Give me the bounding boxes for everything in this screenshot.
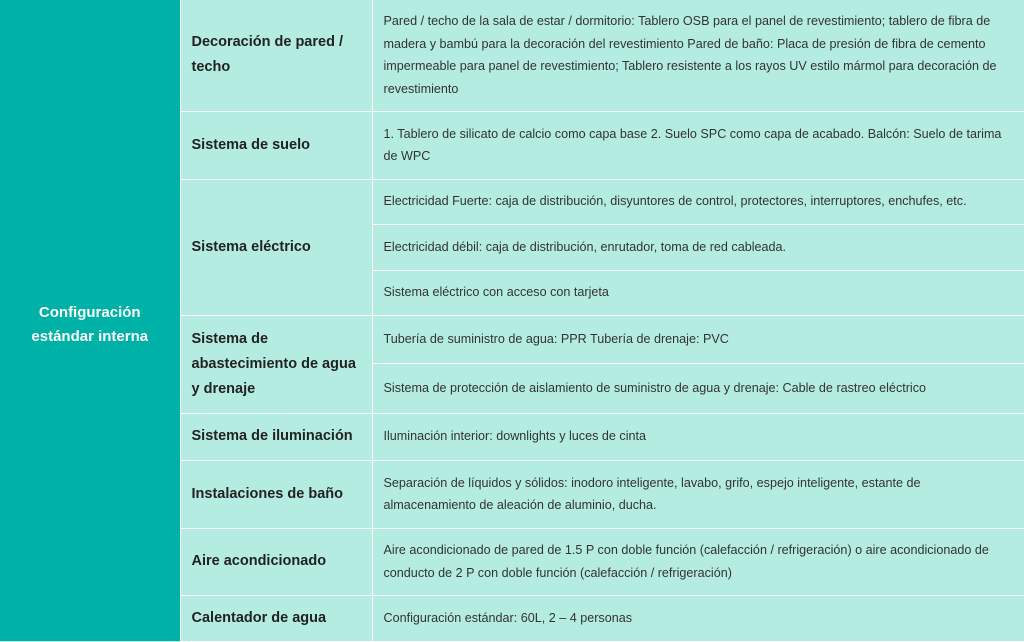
row-value: Tubería de suministro de agua: PPR Tubería de drenaje: PVC <box>372 315 1024 363</box>
row-label-water-heater: Calentador de agua <box>180 595 372 641</box>
row-label-wall-ceiling: Decoración de pared / techo <box>180 0 372 111</box>
row-label-water: Sistema de abastecimiento de agua y drenaje <box>180 315 372 413</box>
row-value: Sistema de protección de aislamiento de suministro de agua y drenaje: Cable de rastreo eléctrico <box>372 363 1024 413</box>
row-label-electrical: Sistema eléctrico <box>180 179 372 315</box>
row-value: 1. Tablero de silicato de calcio como capa base 2. Suelo SPC como capa de acabado. Balcón: Suelo de tarima de WPC <box>372 111 1024 179</box>
row-value: Configuración estándar: 60L, 2 – 4 personas <box>372 595 1024 641</box>
row-value: Sistema eléctrico con acceso con tarjeta <box>372 270 1024 315</box>
row-label-lighting: Sistema de iluminación <box>180 413 372 460</box>
category-cell <box>0 0 180 641</box>
row-value: Separación de líquidos y sólidos: inodoro inteligente, lavabo, grifo, espejo inteligente, estante de almacenamiento de aleación de aluminio, ducha. <box>372 460 1024 528</box>
table-row <box>0 0 1024 111</box>
row-value: Pared / techo de la sala de estar / dormitorio: Tablero OSB para el panel de revestimiento; tablero de fibra de madera y bambú para la decoración del revestimiento Pared de baño: Placa de presión de fibra de cemento impermeable para panel de revestimiento; Tablero resistente a los rayos UV estilo mármol para decoración de revestimiento <box>372 0 1024 111</box>
row-label-floor: Sistema de suelo <box>180 111 372 179</box>
row-value: Aire acondicionado de pared de 1.5 P con doble función (calefacción / refrigeración) o aire acondicionado de conducto de 2 P con doble función (calefacción / refrigeración) <box>372 528 1024 595</box>
category-label: Configuración estándar interna <box>31 303 149 345</box>
row-value: Electricidad Fuerte: caja de distribución, disyuntores de control, protectores, interruptores, enchufes, etc. <box>372 179 1024 224</box>
row-value: Electricidad débil: caja de distribución, enrutador, toma de red cableada. <box>372 224 1024 270</box>
row-label-bathroom: Instalaciones de baño <box>180 460 372 528</box>
row-label-air-conditioning: Aire acondicionado <box>180 528 372 595</box>
row-value: Iluminación interior: downlights y luces de cinta <box>372 413 1024 460</box>
